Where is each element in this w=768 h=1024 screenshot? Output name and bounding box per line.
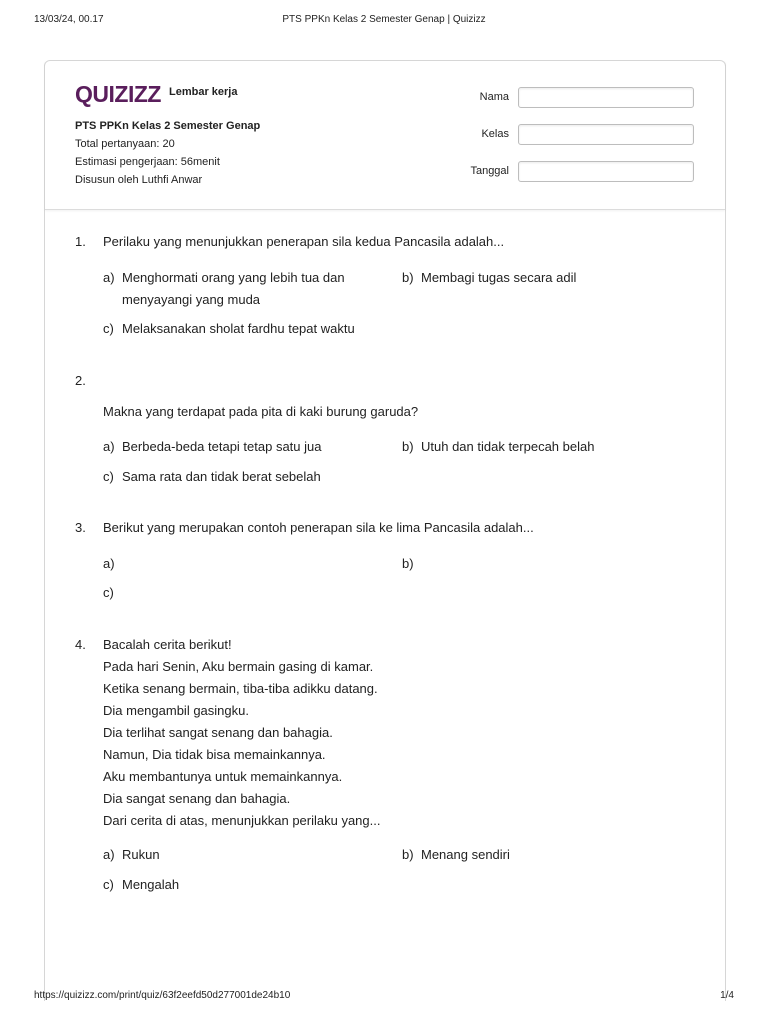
option-c: [103, 318, 355, 340]
question-text: Dari cerita di atas, menunjukkan perilaku yang...: [103, 813, 381, 828]
option-text: Menghormati orang yang lebih tua dan: [122, 270, 345, 285]
option-a: [103, 436, 321, 458]
option-letter: b): [402, 556, 414, 571]
author: Disusun oleh Luthfi Anwar: [75, 174, 203, 186]
option-text: Rukun: [122, 847, 160, 862]
worksheet-label: Lembar kerja: [169, 86, 238, 98]
option-a: [103, 267, 345, 311]
option-text: Melaksanakan sholat fardhu tepat waktu: [122, 321, 355, 336]
story-line: Pada hari Senin, Aku bermain gasing di kamar.: [103, 659, 374, 674]
logo-text: QUIZIZZ: [75, 81, 161, 107]
option-letter: a): [103, 439, 115, 454]
quiz-title: PTS PPKn Kelas 2 Semester Genap: [75, 120, 261, 132]
story-line: Ketika senang bermain, tiba-tiba adikku datang.: [103, 681, 378, 696]
option-letter: a): [103, 847, 115, 862]
date-field[interactable]: [518, 161, 694, 182]
worksheet-header: [45, 61, 725, 210]
option-text: Utuh dan tidak terpecah belah: [421, 439, 595, 454]
print-url: https://quizizz.com/print/quiz/63f2eefd50d277001de24b10: [34, 990, 291, 1001]
question-number: 2.: [75, 373, 86, 388]
question-text: Berikut yang merupakan contoh penerapan sila ke lima Pancasila adalah...: [103, 520, 534, 535]
option-text: Membagi tugas secara adil: [421, 270, 577, 285]
class-label: Kelas: [481, 128, 509, 140]
print-page-title: PTS PPKn Kelas 2 Semester Genap | Quizizz: [282, 14, 486, 25]
quizizz-logo: [75, 80, 165, 108]
story-line: Dia mengambil gasingku.: [103, 703, 249, 718]
question-number: 1.: [75, 234, 86, 249]
option-b: [402, 844, 510, 866]
story-line: Dia terlihat sangat senang dan bahagia.: [103, 725, 333, 740]
option-b: [402, 267, 576, 289]
print-footer: [34, 990, 734, 1004]
total-questions: Total pertanyaan: 20: [75, 138, 175, 150]
option-letter: b): [402, 847, 414, 862]
option-letter: c): [103, 877, 114, 892]
option-c: [103, 582, 122, 604]
question-text: Perilaku yang menunjukkan penerapan sila kedua Pancasila adalah...: [103, 234, 505, 249]
option-letter: b): [402, 439, 414, 454]
option-letter: b): [402, 270, 414, 285]
option-text: Berbeda-beda tetapi tetap satu jua: [122, 439, 322, 454]
question-number: 4.: [75, 637, 86, 652]
option-text: Mengalah: [122, 877, 180, 892]
estimated-time: Estimasi pengerjaan: 56menit: [75, 156, 220, 168]
name-label: Nama: [479, 91, 509, 103]
print-header: [34, 14, 734, 30]
option-letter: c): [103, 469, 114, 484]
option-letter: c): [103, 585, 114, 600]
question-text: Makna yang terdapat pada pita di kaki burung garuda?: [103, 404, 419, 419]
option-a: [103, 553, 122, 575]
name-field[interactable]: [518, 87, 694, 108]
option-c: [103, 874, 179, 896]
story-line: Dia sangat senang dan bahagia.: [103, 791, 291, 806]
option-letter: a): [103, 270, 115, 285]
option-letter: a): [103, 556, 115, 571]
class-field[interactable]: [518, 124, 694, 145]
option-letter: c): [103, 321, 114, 336]
option-c: [103, 466, 321, 488]
option-text: Menang sendiri: [421, 847, 510, 862]
option-b: [402, 553, 421, 575]
story-line: Namun, Dia tidak bisa memainkannya.: [103, 747, 326, 762]
page-number: 1/4: [720, 990, 734, 1001]
option-b: [402, 436, 594, 458]
story-line: Bacalah cerita berikut!: [103, 637, 232, 652]
story-line: Aku membantunya untuk memainkannya.: [103, 769, 343, 784]
date-label: Tanggal: [470, 165, 509, 177]
option-a: [103, 844, 160, 866]
worksheet-sheet: [44, 60, 726, 1001]
question-number: 3.: [75, 520, 86, 535]
option-text-cont: menyayangi yang muda: [122, 292, 261, 307]
option-text: Sama rata dan tidak berat sebelah: [122, 469, 321, 484]
print-datetime: 13/03/24, 00.17: [34, 14, 104, 25]
